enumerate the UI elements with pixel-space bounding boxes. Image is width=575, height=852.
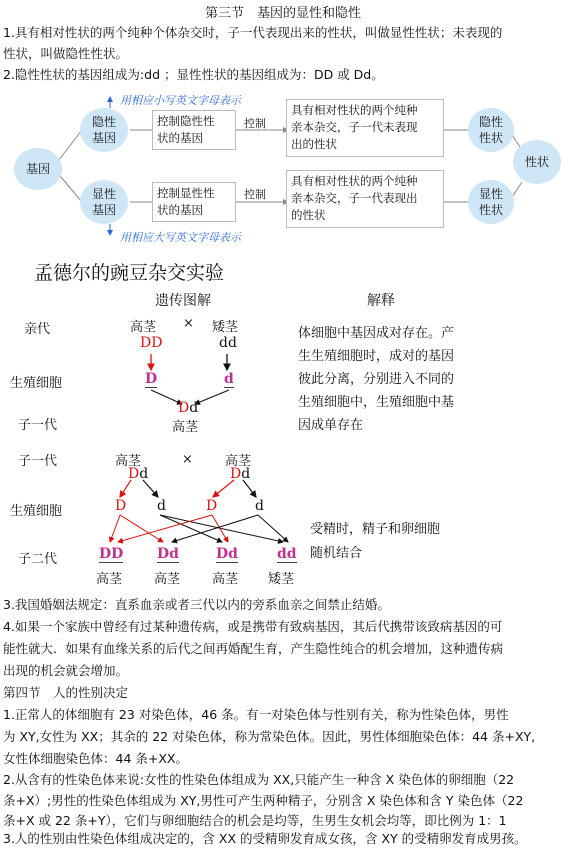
box-dominant-desc: 具有相对性状的两个纯种 亲本杂交，子一代表现出 的性状 [286,170,444,228]
col-explanation: 解释 [367,293,395,309]
f1-gamete-d-2: d [255,498,264,514]
section4-title: 第四节 人的性别决定 [3,685,129,700]
section4-p1b: 为 XY,女性为 XX；其余的 22 对染色体，称为常染色体。因此，男性体细胞染色体：44 条+XY, [3,729,536,744]
f2-tall-3: 高茎 [212,572,239,587]
parent-tall: 高茎 [130,320,157,335]
genotype-DD: DD [140,335,163,351]
section4-p2a: 2.从含有的性染色体来说:女性的性染色体组成为 XX,只能产生一种含 X 染色体的卵细胞（22 [3,772,515,787]
f1-gamete-D-2: D [206,498,218,514]
section4-p1a: 1.正常人的体细胞有 23 对染色体，46 条。有一对染色体与性别有关，称为性染色体，男性 [3,707,509,722]
note-uppercase: 用相应大写英文字母表示 [120,231,241,244]
f2-Dd-2: Dd [216,546,238,562]
recessive-trait-node: 隐性 性状 [468,108,514,152]
f2-tall-2: 高茎 [154,572,181,587]
gamete-d: d [224,371,234,387]
explanation-1: 体细胞中基因成对存在。产 生生殖细胞时，成对的基因 彼此分离，分别进入不同的 生殖细胞中，生殖细胞中基 因成单存在 [298,326,455,433]
f1-parent-tall-2: 高茎 [225,454,252,469]
parent-cross: × [183,316,194,331]
f1-gamete-D-1: D [115,498,127,514]
note-lowercase: 用相应小写英文字母表示 [120,94,241,107]
mendel-heading: 孟德尔的豌豆杂交实验 [34,262,225,284]
law-p3: 3.我国婚姻法规定：直系血亲或者三代以内的旁系血亲之间禁止结婚。 [3,597,390,612]
gamete-D: D [145,371,158,387]
label-parent: 亲代 [24,322,51,337]
label-f1: 子一代 [18,418,58,433]
f1-genotype: Dd [178,400,199,416]
col-genetic-diagram: 遗传图解 [155,293,211,309]
f1-gamete-d-1: d [157,498,166,514]
f2-dd: dd [277,546,297,562]
dominant-gene-node: 显性 基因 [80,180,128,224]
section4-p1c: 女性体细胞染色体：44 条+XX。 [3,751,188,766]
gene-node: 基因 [14,148,62,190]
label-gamete-1: 生殖细胞 [10,376,63,391]
dominant-trait-node: 显性 性状 [468,180,514,224]
section3-p2: 2.隐性性状的基因组成为:dd ；显性性状的基因组成为：DD 或 Dd。 [3,67,384,82]
label-f2: 子二代 [18,552,58,567]
f1-cross: × [182,452,193,467]
f1-parent-genotype-1: Dd [128,466,149,482]
f2-DD: DD [99,546,124,562]
control-label-2: 控制 [244,188,266,201]
law-p4a: 4.如果一个家族中曾经有过某种遗传病，或是携带有致病基因，其后代携带该致病基因的可 [3,619,503,634]
box-recessive-gene: 控制隐性性 状的基因 [152,110,236,150]
label-gamete-2: 生殖细胞 [10,504,63,519]
f2-short: 矮茎 [268,572,295,587]
section4-p2c: 条+X 或 22 条+Y），它们与卵细胞结合的机会是均等，生男生女机会均等，即比例为 1：1 [3,813,507,828]
box-recessive-desc: 具有相对性状的两个纯种 亲本杂交，子一代未表现 出的性状 [286,99,444,157]
f1-parent-genotype-2: Dd [230,466,251,482]
parent-short: 矮茎 [212,320,239,335]
f2-tall-1: 高茎 [96,572,123,587]
box-dominant-gene: 控制显性性 状的基因 [152,182,236,222]
law-p4c: 出现的机会就会增加。 [3,663,129,678]
trait-node: 性状 [513,140,561,184]
section3-p1b: 性状，叫做隐性性状。 [3,46,129,61]
section4-p2b: 条+X）;男性的性染色体组成为 XY,男性可产生两种精子，分别含 X 染色体和含 Y 染色体（22 [3,793,524,808]
control-label-1: 控制 [244,117,266,130]
section3-p1a: 1.具有相对性状的两个纯种个体杂交时，子一代表现出来的性状，叫做显性性状；未表现的 [3,25,503,40]
law-p4b: 能性就大．如果有血缘关系的后代之间再婚配生育，产生隐性纯合的机会增加，这种遗传病 [3,641,504,656]
section4-p3: 3.人的性别由性染色体组成决定的，含 XX 的受精卵发育成女孩，含 XY 的受精卵发育成男孩。 [3,831,527,846]
explanation-2: 受精时，精子和卵细胞 随机结合 [310,522,441,561]
f1-parent-tall-1: 高茎 [115,454,142,469]
recessive-gene-node: 隐性 基因 [80,108,128,152]
f2-Dd-1: Dd [157,546,179,562]
label-f1-second: 子一代 [18,454,58,469]
genotype-dd: dd [219,335,237,351]
f1-tall: 高茎 [172,420,199,435]
section3-title: 第三节 基因的显性和隐性 [205,6,362,21]
